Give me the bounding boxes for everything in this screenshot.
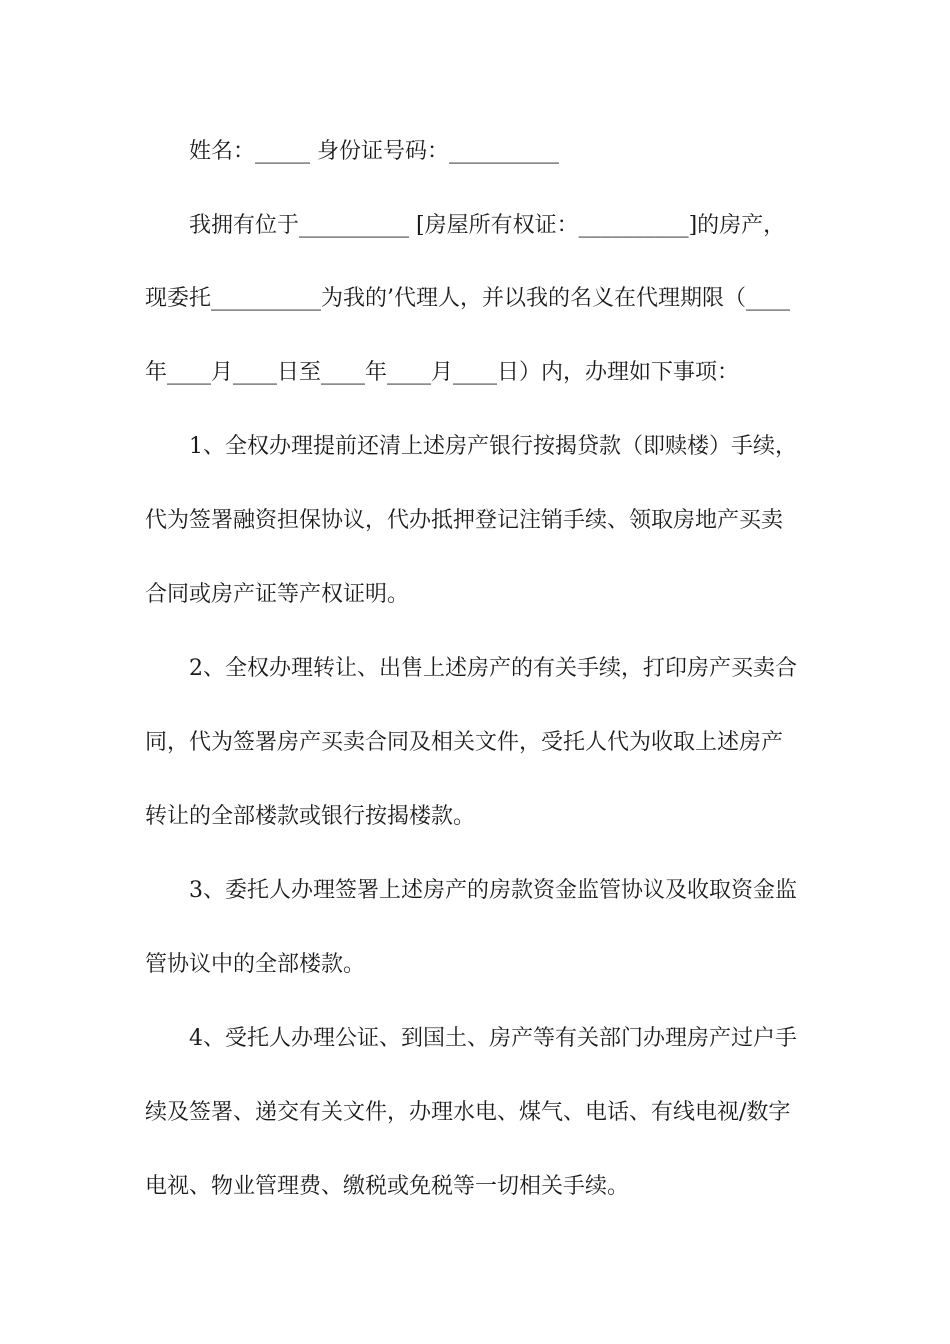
item-1-line-1: 1、全权办理提前还清上述房产银行按揭贷款（即赎楼）手续，: [189, 434, 797, 459]
item-4-line-2: 续及签署、递交有关文件，办理水电、煤气、电话、有线电视/数字: [145, 1100, 791, 1125]
text-line-property: 我拥有位于__________ [房屋所有权证：__________]的房产，: [189, 213, 786, 238]
item-2-line-2: 同，代为签署房产买卖合同及相关文件，受托人代为收取上述房产: [145, 730, 784, 755]
item-3-line-1: 3、委托人办理签署上述房产的房款资金监管协议及收取资金监: [189, 878, 797, 903]
item-2-line-1: 2、全权办理转让、出售上述房产的有关手续，打印房产买卖合: [189, 656, 797, 681]
item-1-line-2: 代为签署融资担保协议，代办抵押登记注销手续、领取房地产买卖: [145, 508, 784, 533]
text-line-agent: 现委托__________为我的’代理人，并以我的名义在代理期限（____: [145, 286, 790, 311]
text-line-period: 年____月____日至____年____月____日）内，办理如下事项：: [145, 360, 740, 385]
item-3-line-2: 管协议中的全部楼款。: [145, 952, 366, 977]
text-line-name-id: 姓名：_____ 身份证号码：__________: [189, 139, 559, 164]
item-4-line-1: 4、受托人办理公证、到国土、房产等有关部门办理房产过户手: [189, 1026, 797, 1051]
item-4-line-3: 电视、物业管理费、缴税或免税等一切相关手续。: [145, 1174, 630, 1199]
item-1-line-3: 合同或房产证等产权证明。: [145, 582, 410, 607]
item-2-line-3: 转让的全部楼款或银行按揭楼款。: [145, 804, 476, 829]
